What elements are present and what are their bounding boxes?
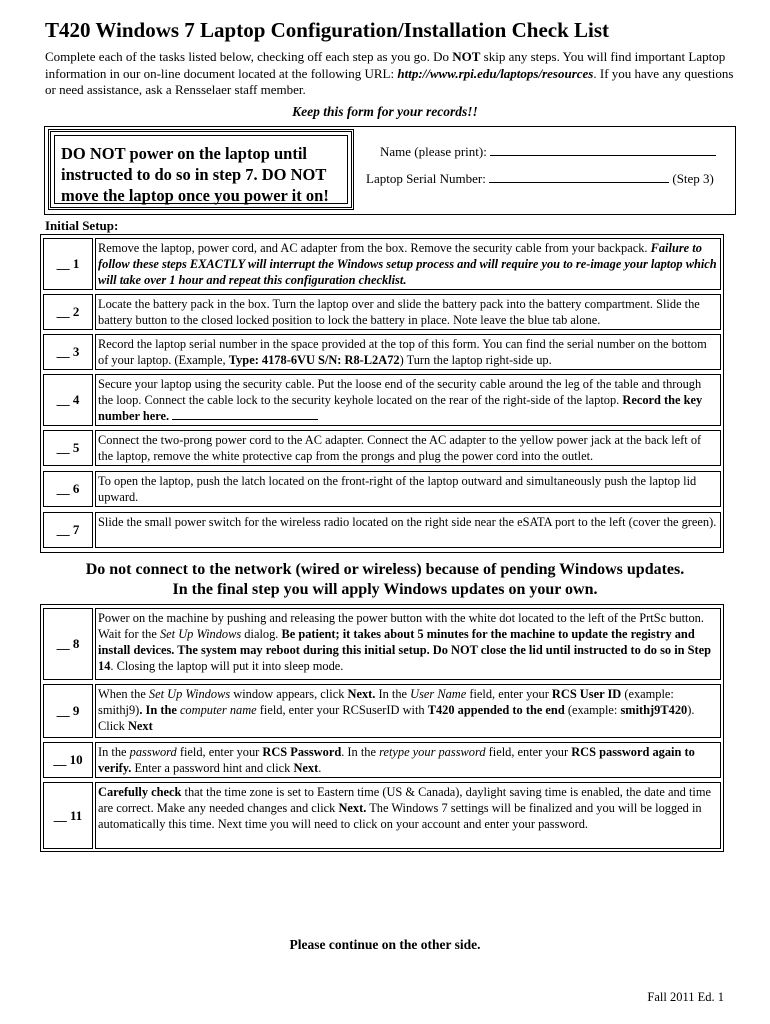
power-warning-box (48, 129, 354, 210)
serial-input-line[interactable] (489, 170, 669, 183)
step-8-c: dialog. (241, 627, 282, 641)
step-text-1 (95, 238, 721, 290)
step-text-6: To open the laptop, push the latch located on the front-right of the laptop outward and simultaneously push the laptop lid upward. (95, 471, 721, 507)
step-checkbox-11[interactable]: __ 11 (43, 782, 93, 849)
serial-label: Laptop Serial Number: (366, 171, 486, 186)
step-10-d: RCS Password (262, 745, 342, 759)
step-9-c: window appears, click (230, 687, 348, 701)
step-text-10 (95, 742, 721, 778)
network-warning-line-1: Do not connect to the network (wired or wireless) because of pending Windows updates. (85, 561, 685, 578)
key-number-line[interactable] (172, 408, 318, 420)
step-row-7 (43, 512, 721, 548)
step-9-m: T420 appended to the end (427, 703, 565, 717)
step-9-p: ). Click (98, 703, 695, 733)
step-checkbox-6[interactable]: __ 6 (43, 471, 93, 507)
step-9-j: . In the (139, 703, 180, 717)
step-text-5: Connect the two-prong power cord to the AC adapter. Connect the AC adapter to the yellow power jack at the back left of the laptop, remove the white protective cap from the prongs and plug the power cord into the outlet. (95, 430, 721, 466)
step-3-text-a: Record the laptop serial number in the space provided at the top of this form. You can find the serial number on the bottom of your laptop. (Example, (98, 337, 707, 367)
step-checkbox-1[interactable]: __ 1 (43, 238, 93, 290)
step-9-b: Set Up Windows (148, 687, 231, 701)
intro-paragraph (45, 49, 735, 99)
step-9-a: When the (98, 687, 149, 701)
step-row-8 (43, 608, 721, 680)
step-9-o: smithj9T420 (620, 703, 688, 717)
step-11-b: that the time zone is set to Eastern time (US & Canada), daylight saving time is enabled, the date and time are correct. Make any needed changes and click (98, 785, 711, 815)
step-10-c: field, enter your (176, 745, 263, 759)
step-10-a: In the (98, 745, 130, 759)
intro-not: NOT (452, 49, 481, 64)
network-warning-line-2: In the final step you will apply Windows updates on your own. (172, 581, 598, 598)
initial-setup-table (40, 234, 724, 553)
step-text-7: Slide the small power switch for the wireless radio located on the right side near the eSATA port to the left (cover the green). (95, 512, 721, 548)
step-4-record-key: Record the key number here. (98, 393, 703, 423)
step-9-e: In the (375, 687, 411, 701)
step-9-l: field, enter your RCSuserID with (256, 703, 428, 717)
intro-text-3: . If you have any questions or need assistance, ask a Rensselaer staff member. (45, 65, 734, 97)
step-10-k: . (318, 761, 322, 775)
step-checkbox-8[interactable]: __ 8 (43, 608, 93, 680)
step-8-a: Power on the machine by pushing and releasing the power button with the white dot located to the left of the PrtSc button. Wait for the (98, 611, 704, 641)
intro-text-1: Complete each of the tasks listed below, checking off each step as you go. Do (45, 49, 453, 64)
continue-note: Please continue on the other side. (289, 937, 481, 952)
step-row-4 (43, 374, 721, 426)
step-checkbox-7[interactable]: __ 7 (43, 512, 93, 548)
step-row-9 (43, 684, 721, 738)
step-checkbox-9[interactable]: __ 9 (43, 684, 93, 738)
step-9-n: (example: (564, 703, 621, 717)
step-1-warning: Failure to follow these steps EXACTLY will interrupt the Windows setup process and will require you to re-image your laptop which will take over 1 hour and repeat this configuration checklist. (98, 241, 717, 287)
step-row-5 (43, 430, 721, 466)
step-9-d: Next. (347, 687, 376, 701)
serial-step-note: (Step 3) (672, 171, 714, 186)
step-10-j: Next (293, 761, 319, 775)
step-text-9 (95, 684, 721, 738)
windows-setup-table (40, 604, 724, 852)
step-text-3 (95, 334, 721, 370)
step-11-c: Next. (338, 801, 367, 815)
step-10-b: password (129, 745, 177, 759)
step-row-2 (43, 294, 721, 330)
step-9-q: Next (127, 719, 153, 733)
resources-url[interactable]: http://www.rpi.edu/laptops/resources (397, 65, 594, 81)
keep-records-note: Keep this form for your records!! (292, 104, 478, 119)
edition-label: Fall 2011 Ed. 1 (647, 990, 724, 1004)
step-9-f: User Name (410, 687, 467, 701)
step-row-10 (43, 742, 721, 778)
step-9-h: RCS User ID (551, 687, 622, 701)
step-10-f: retype your password (379, 745, 486, 759)
step-1-text: Remove the laptop, power cord, and AC adapter from the box. Remove the security cable from your backpack. (98, 241, 651, 255)
step-10-e: . In the (341, 745, 380, 759)
step-10-g: field, enter your (485, 745, 572, 759)
serial-field (366, 170, 714, 187)
step-3-text-c: ) Turn the laptop right-side up. (399, 353, 552, 367)
step-9-k: computer name (179, 703, 257, 717)
step-9-g: field, enter your (466, 687, 552, 701)
step-row-1 (43, 238, 721, 290)
name-input-line[interactable] (490, 143, 716, 156)
step-11-d: The Windows 7 settings will be finalized and you will be logged in automatically this time. Next time you will need to click on your account and enter your password. (98, 801, 702, 831)
step-text-4 (95, 374, 721, 426)
intro-text-2: skip any steps. You will find important Laptop information in our on-line document located at the following URL: (45, 49, 726, 81)
step-row-11 (43, 782, 721, 849)
step-3-example: Type: 4178-6VU S/N: R8-L2A72 (228, 353, 400, 367)
step-10-h: RCS password again to verify. (98, 745, 695, 775)
step-10-i: Enter a password hint and click (131, 761, 294, 775)
step-text-2: Locate the battery pack in the box. Turn the laptop over and slide the battery pack into the battery compartment. Slide the battery button to the closed locked position to lock the battery in place. Note leave the blue tab alone. (95, 294, 721, 330)
name-field (380, 143, 716, 160)
step-text-8 (95, 608, 721, 680)
step-checkbox-4[interactable]: __ 4 (43, 374, 93, 426)
step-checkbox-5[interactable]: __ 5 (43, 430, 93, 466)
step-11-a: Carefully check (98, 785, 182, 799)
step-8-e: . Closing the laptop will put it into sleep mode. (110, 659, 344, 673)
step-4-text: Secure your laptop using the security cable. Put the loose end of the security cable around the leg of the table and through the loop. Connect the cable lock to the security keyhole located on the rear of the right-side of the laptop. (98, 377, 702, 407)
step-8-b: Set Up Windows (159, 627, 242, 641)
page-title: T420 Windows 7 Laptop Configuration/Installation Check List (45, 18, 610, 42)
network-warning (0, 560, 770, 600)
step-row-6 (43, 471, 721, 507)
step-8-d: Be patient; it takes about 5 minutes for the machine to update the registry and install devices. The system may reboot during this initial setup. Do NOT close the lid until instructed to do so in Step 14 (98, 627, 712, 673)
power-warning-text: DO NOT power on the laptop until instructed to do so in step 7. DO NOT move the laptop once you power it on! (54, 135, 348, 204)
name-label: Name (please print): (380, 144, 487, 159)
step-checkbox-3[interactable]: __ 3 (43, 334, 93, 370)
step-checkbox-2[interactable]: __ 2 (43, 294, 93, 330)
step-text-11 (95, 782, 721, 849)
step-checkbox-10[interactable]: __ 10 (43, 742, 93, 778)
step-row-3 (43, 334, 721, 370)
initial-setup-label: Initial Setup: (45, 218, 119, 233)
step-9-i: (example: smithj9) (98, 687, 674, 717)
